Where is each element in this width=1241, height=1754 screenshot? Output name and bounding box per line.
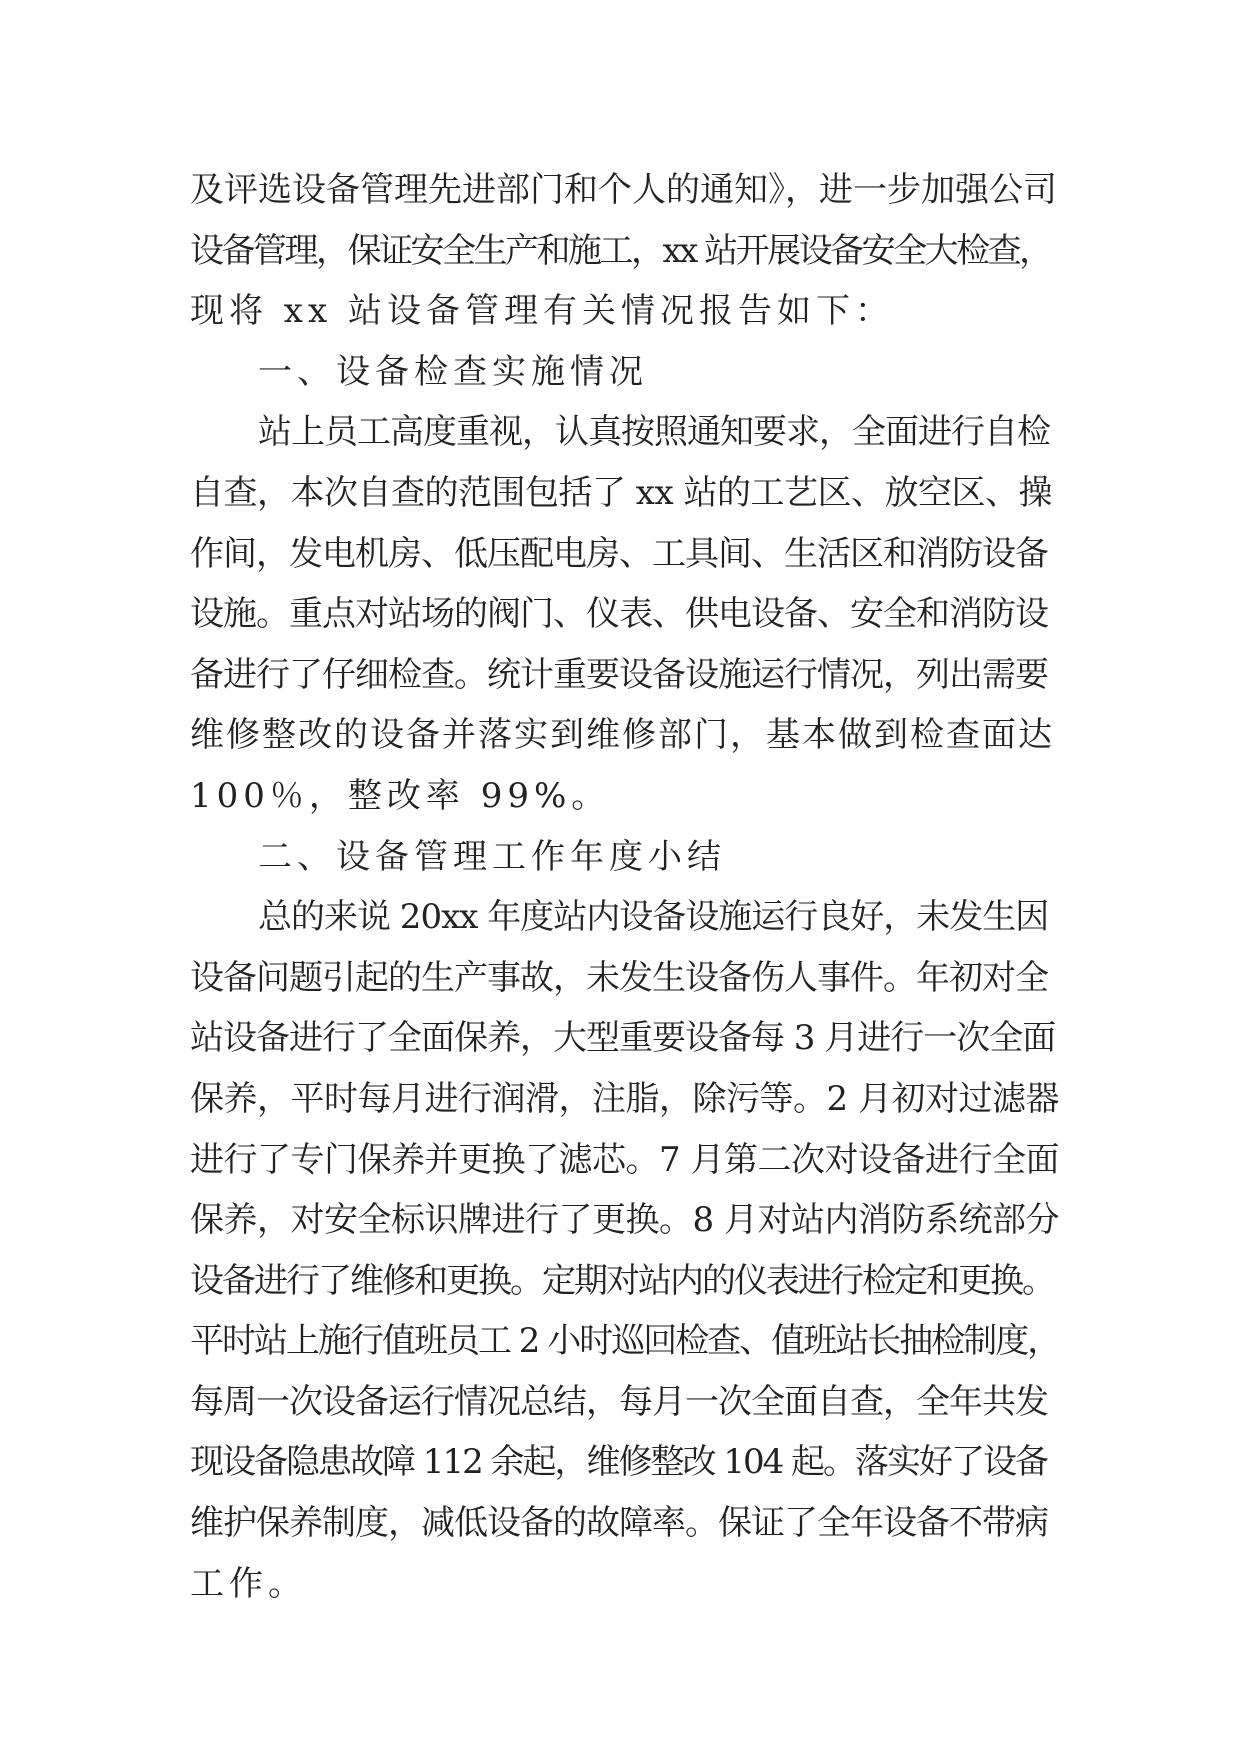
text-line: 维修整改的设备并落实到维修部门，基本做到检查面达	[190, 715, 1054, 756]
document-body	[190, 160, 1060, 1614]
text-line: 保养，平时每月进行润滑，注脂，除污等。2 月初对过滤器	[190, 1078, 1059, 1119]
text-line: 设备管理，保证安全生产和施工，xx 站开展设备安全大检查，	[190, 230, 1051, 271]
text-line: 自查，本次自查的范围包括了 xx 站的工艺区、放空区、操	[190, 472, 1052, 513]
text-line: 一、设备检查实施情况	[258, 351, 648, 392]
text-line: 及评选设备管理先进部门和个人的通知》，进一步加强公司	[190, 170, 1057, 210]
text-line: 维护保养制度，减低设备的故障率。保证了全年设备不带病	[190, 1503, 1048, 1544]
text-line: 备进行了仔细检查。统计重要设备设施运行情况，列出需要	[190, 654, 1048, 695]
text-line: 站上员工高度重视，认真按照通知要求，全面进行自检	[258, 412, 1050, 453]
text-line: 平时站上施行值班员工 2 小时巡回检查、值班站长抽检制度，	[190, 1321, 1060, 1362]
text-line: 设施。重点对站场的阀门、仪表、供电设备、安全和消防设	[190, 594, 1048, 635]
text-line: 进行了专门保养并更换了滤芯。7 月第二次对设备进行全面	[190, 1139, 1059, 1180]
text-line: 现设备隐患故障 112 余起，维修整改 104 起。落实好了设备	[190, 1442, 1048, 1483]
text-line: 作间，发电机房、低压配电房、工具间、生活区和消防设备	[190, 533, 1048, 574]
text-line: 站设备进行了全面保养，大型重要设备每 3 月进行一次全面	[190, 1018, 1056, 1059]
text-line: 总的来说 20xx 年度站内设备设施运行良好，未发生因	[258, 897, 1049, 938]
text-line: 设备问题引起的生产事故，未发生设备伤人事件。年初对全	[190, 957, 1048, 998]
text-line: 现将 xx 站设备管理有关情况报告如下：	[190, 291, 894, 332]
text-line: 保养，对安全标识牌进行了更换。8 月对站内消防系统部分	[190, 1200, 1059, 1241]
text-line: 设备进行了维修和更换。定期对站内的仪表进行检定和更换。	[190, 1260, 1054, 1301]
text-line: 每周一次设备运行情况总结，每月一次全面自查，全年共发	[190, 1381, 1048, 1422]
text-line: 100％，整改率 99%。	[190, 775, 611, 816]
text-line: 二、设备管理工作年度小结	[258, 836, 726, 877]
text-line: 工作。	[190, 1563, 307, 1604]
